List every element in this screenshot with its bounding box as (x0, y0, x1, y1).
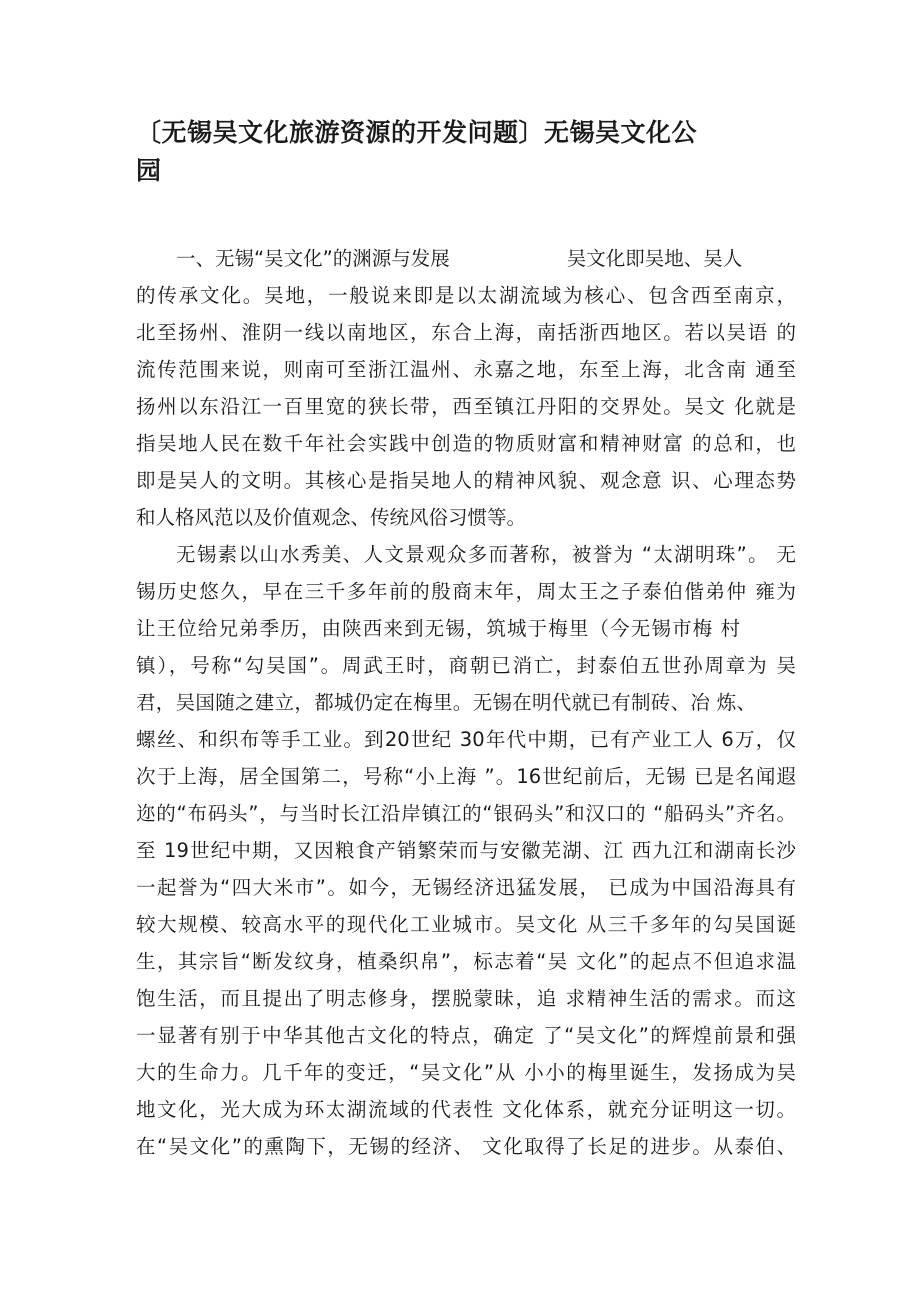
document-body (136, 240, 796, 1165)
title-line: 〔无锡吴文化旅游资源的开发问题〕无锡吴文化公 (136, 118, 698, 147)
body-line: 饱生活，而且提出了明志修身，摆脱蒙昧，追 求精神生活的需求。而这 (136, 987, 796, 1010)
body-line: 和人格风范以及价值观念、传统风俗习惯等。 (136, 506, 527, 529)
body-line: 生，其宗旨“断发纹身，植桑织帛”，标志着“吴 文化”的起点不但追求温 (136, 950, 796, 973)
body-line: 君，吴国随之建立，都城仍定在梅里。无锡在明代就已有制砖、冶 炼、 (136, 691, 756, 714)
body-line: 次于上海，居全国第二，号称“小上海 ”。16世纪前后，无锡 已是名闻遐 (136, 765, 796, 788)
body-line: 的传承文化。吴地，一般说来即是以太湖流域为核心、包含西至南京， (136, 284, 796, 307)
body-line: 大的生命力。几千年的变迁，“吴文化”从 小小的梅里诞生，发扬成为吴 (136, 1061, 796, 1084)
body-line: 指吴地人民在数千年社会实践中创造的物质财富和精神财富 的总和，也 (136, 432, 796, 455)
body-line: 扬州以东沿江一百里宽的狭长带，西至镇江丹阳的交界处。吴文 化就是 (136, 395, 796, 418)
body-line: 镇），号称“勾吴国”。周武王时，商朝已消亡，封泰伯五世孙周章为 吴 (136, 654, 796, 677)
body-line: 至 19世纪中期，又因粮食产销繁荣而与安徽芜湖、江 西九江和湖南长沙 (136, 839, 796, 862)
body-line: 一起誉为“四大米市”。如今，无锡经济迅猛发展， 已成为中国沿海具有 (136, 876, 796, 899)
body-line: 让王位给兄弟季历，由陕西来到无锡，筑城于梅里（今无锡市梅 村 (136, 617, 740, 640)
body-line: 北至扬州、淮阴一线以南地区，东合上海，南括浙西地区。若以吴语 的 (136, 321, 796, 344)
body-line: 在“吴文化”的熏陶下，无锡的经济、 文化取得了长足的进步。从泰伯、 (136, 1135, 796, 1158)
body-line: 无锡素以山水秀美、人文景观众多而著称，被誉为 “太湖明珠”。 无 (176, 543, 796, 566)
body-line: 迩的“布码头”，与当时长江沿岸镇江的“银码头”和汉口的 “船码头”齐名。 (136, 802, 796, 825)
body-line: 锡历史悠久，早在三千多年前的殷商末年，周太王之子泰伯偕弟仲 雍为 (136, 580, 796, 603)
body-line: 地文化，光大成为环太湖流域的代表性 文化体系，就充分证明这一切。 (136, 1098, 796, 1121)
body-line: 一、无锡“吴文化”的渊源与发展 吴文化即吴地、吴人 (176, 247, 743, 270)
document-title (136, 114, 796, 190)
title-line: 园 (136, 156, 162, 185)
body-line: 即是吴人的文明。其核心是指吴地人的精神风貌、观念意 识、心理态势 (136, 469, 796, 492)
body-line: 流传范围来说，则南可至浙江温州、永嘉之地，东至上海，北含南 通至 (136, 358, 796, 381)
body-line: 较大规模、较高水平的现代化工业城市。吴文化 从三千多年的勾吴国诞 (136, 913, 796, 936)
body-line: 螺丝、和织布等手工业。到20世纪 30年代中期，已有产业工人 6万，仅 (136, 728, 796, 751)
body-line: 一显著有别于中华其他古文化的特点，确定 了“吴文化”的辉煌前景和强 (136, 1024, 796, 1047)
